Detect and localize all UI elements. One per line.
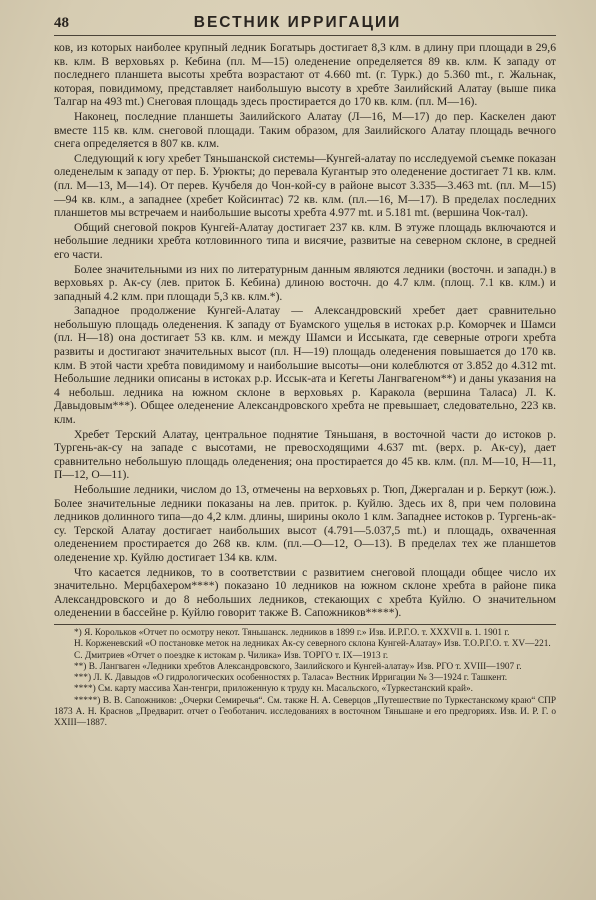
paragraph: Наконец, последние планшеты Заилийского Алатау (Л—16, М—17) до пер. Каскелен дают вместе 115 кв. клм. снеговой площади. Таким образом, для Заилийского Алатау площадь вечного снега определяется в 807 кв. клм. <box>54 109 556 151</box>
page-number: 48 <box>54 15 69 31</box>
paragraph: Общий снеговой покров Кунгей-Алатау достигает 237 кв. клм. В этуже площадь включаются и небольшие ледники хребта котловинного типа и висячие, развитые на северном склоне, в средней его части. <box>54 220 556 261</box>
footnote: *) Я. Корольков «Отчет по осмотру некот. Тяньшанск. ледников в 1899 г.» Изв. И.Р.Г.О. т. XXXVII в. 1. 1901 г. <box>74 627 510 638</box>
footnote: С. Дмитриев «Отчет о поездке к истокам р. Чилика» Изв. ТОРГО т. IX—1913 г. <box>74 650 389 661</box>
footnotes <box>54 624 556 730</box>
article-body <box>54 41 556 620</box>
footnote: ****) См. карту массива Хан-тенгри, приложенную к труду кн. Масальского, «Туркестанский край». <box>74 684 473 695</box>
page-header <box>54 14 556 36</box>
paragraph: Западное продолжение Кунгей-Алатау — Александровский хребет дает сравнительно небольшую площадь оледенения. К западу от Буамского ущелья в истоках р.р. Коморчек и Шамси (пл. Н—18) она достигает 53 кв. клм. и между Шамси и Иссыката, где северные отроги хребта развиты и достигают значительных высот (пл. Н—19) площадь оледенения повышается до 170 кв. клм. В этой части хребта повидимому и наибольшие высоты—они колеблются от 3.852 до 4.312 mt. Небольшие ледники описаны в истоках р.р. Иссык-ата и Кегеты Лангвагеном**) и даны указания на 4 небольш. ледника на южном склоне в верховьях р. Каракола (вершина Таласа) Л. К. Давыдовым***). Общее оледенение Александровского хребта не превышает, следовательно, 223 кв. клм. <box>54 304 556 427</box>
paragraph: ков, из которых наиболее крупный ледник Богатырь достигает 8,3 клм. в длину при площади в 29,6 кв. клм. В верховьях р. Кебина (пл. М—15) оледенение определяется 89 кв. клм. К западу от последнего планшета высоты хребта возрастают от 4.660 mt. (г. Турк.) до 5.360 mt., г. Жальнак, которая, повидимому, представляет наибольшую высоту в хребте Заилийский Алатау (выше пика Талгар на 493 mt.) Снеговая площадь здесь простирается до 170 кв. клм. (пл. М—16). <box>54 41 556 109</box>
journal-title: ВЕСТНИК ИРРИГАЦИИ <box>193 14 402 31</box>
paragraph: Следующий к югу хребет Тяньшанской системы—Кунгей-алатау по исследуемой съемке показан оледенелым к западу от пер. Б. Урюкты; до перевала Кугантыр это оледенение достигает 71 кв. клм. (пл. М—13, М—14). От перев. Кучбеля до Чон-кой-су в районе высот 3.335—3.463 mt. (пл. М—15)—94 кв. клм., а западнее (хребет Койсинтас) 72 кв. клм. (пл.—16, М—17). В пределах последних планшетов мы встречаем и наибольшие высоты хребта 4.977 mt. и 5.181 mt. (вершина Чок-тал). <box>54 151 556 220</box>
paragraph: Небольшие ледники, числом до 13, отмечены на верховьях р. Тюп, Джергалан и р. Беркут (юж.). Более значительные ледники показаны на лев. приток. р. Куйлю. Здесь их 8, при чем половина ледников долинного типа—до 4,2 клм. длины, ширины около 1 клм. Западнее истоков р. Тургень-ак-су. Терской Алатау достигает наибольших высот (4.791—5.037,5 mt.) и площадь, охваченная оледенением простирается до 268 кв. клм. (пл.—О—12, О—13). В пределах тех же планшетов оледенение хр. Куйлю достигает 134 кв. клм. <box>54 483 556 564</box>
footnote: **) В. Лангваген «Ледники хребтов Александровского, Заилийского и Кунгей-алатау» Изв. РГО т. XVIII—1907 г. <box>74 661 522 672</box>
paragraph: Хребет Терский Алатау, центральное поднятие Тяньшаня, в восточной части до истоков р. Тургень-ак-су на западе с высотами, не превосходящими 4.637 mt. (верх. р. Ак-су), дает сравнительно небольшую площадь оледенения; она простирается до 45 кв. клм. (пл. М—10, Н—11, П—12, О—11). <box>54 427 556 482</box>
paragraph: Более значительными из них по литературным данным являются ледники (восточн. и западн.) в верховьях р. Ак-су (лев. приток Б. Кебина) длиною восточн. до 4.7 клм. (площ. 7.1 кв. клм.) и западный 4.2 клм. при площади 5,3 кв. клм.*). <box>54 262 556 303</box>
footnote: ***) Л. К. Давыдов «О гидрологических особенностях р. Таласа» Вестник Ирригации № 3—1924 г. Ташкент. <box>74 673 508 684</box>
paragraph: Что касается ледников, то в соответствии с развитием снеговой площади общее число их значительно. Мерцбахером****) показано 10 ледников на южном склоне хребта в районе пика Александровского и до 8 небольших ледников, стекающих с хребта Куйлю. О значительном оледенении в бассейне р. Куйлю говорит также В. Сапожников*****). <box>54 565 556 620</box>
footnote: Н. Корженевский «О постановке меток на ледниках Ак-су северного склона Кунгей-Алатау» Изв. Т.О.Р.Г.О. т. XV—221. <box>74 639 551 650</box>
footnote: *****) В. В. Сапожников: „Очерки Семиречья“. См. также Н. А. Северцов „Путешествие по Туркестанскому краю“ СПР 1873 А. Н. Краснов „Предварит. отчет о Геоботанич. исследованиях в восточном Тяньшане и его предгориях. Изв. И. Р. Г. о XXIII—1887. <box>54 695 556 729</box>
